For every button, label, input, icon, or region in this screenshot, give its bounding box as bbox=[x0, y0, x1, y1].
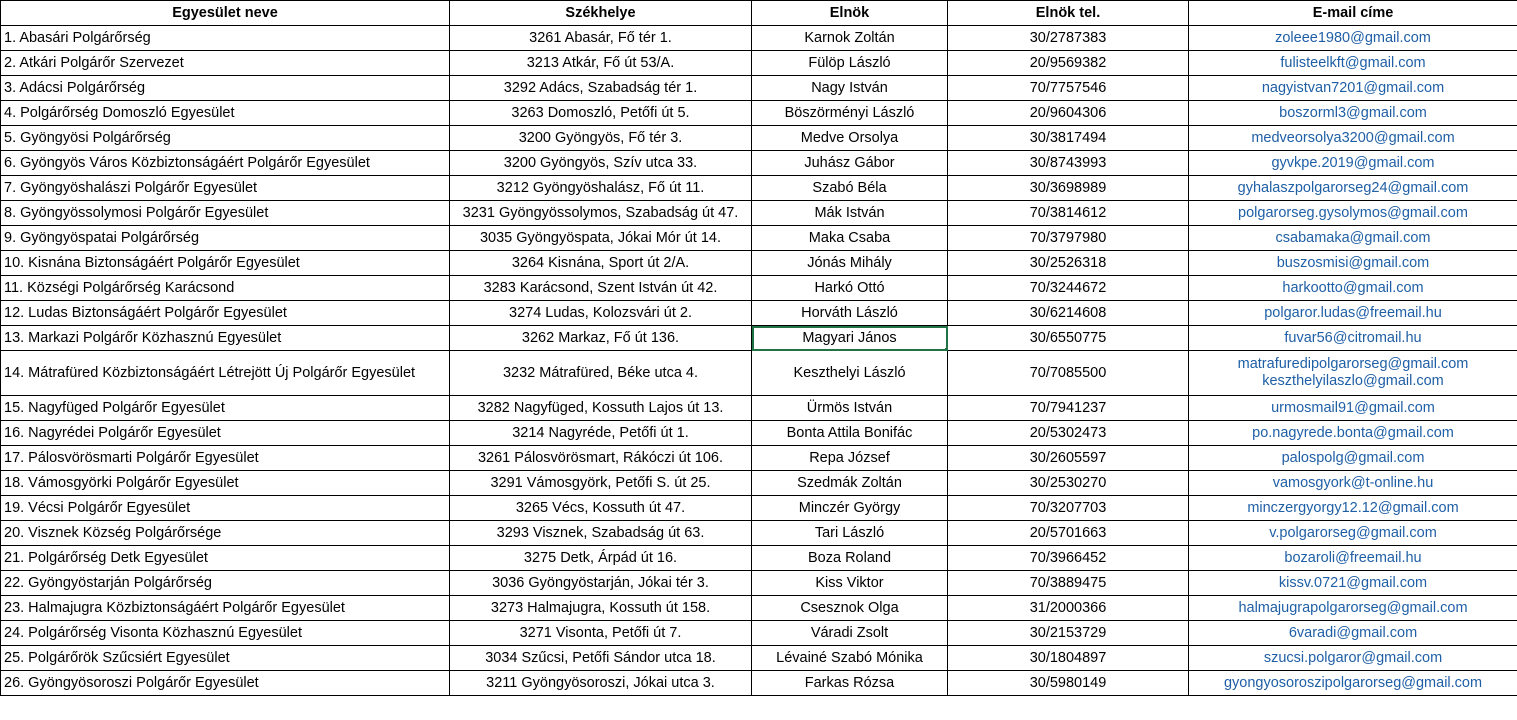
cell-address[interactable]: 3213 Atkár, Fő út 53/A. bbox=[450, 51, 752, 76]
table-row bbox=[1, 26, 1517, 51]
cell-president[interactable]: Tari László bbox=[752, 521, 948, 546]
table-row bbox=[1, 596, 1517, 621]
cell-address[interactable]: 3263 Domoszló, Petőfi út 5. bbox=[450, 101, 752, 126]
email-link[interactable]: polgaror.ludas@freemail.hu bbox=[1264, 304, 1442, 321]
header-cell-phone[interactable]: Elnök tel. bbox=[948, 1, 1189, 26]
cell-phone[interactable]: 31/2000366 bbox=[948, 596, 1189, 621]
header-cell-name[interactable]: Egyesület neve bbox=[1, 1, 450, 26]
cell-phone[interactable]: 30/2787383 bbox=[948, 26, 1189, 51]
cell-president[interactable]: Mák István bbox=[752, 201, 948, 226]
cell-email[interactable] bbox=[1189, 26, 1517, 51]
email-link[interactable]: minczergyorgy12.12@gmail.com bbox=[1247, 499, 1459, 516]
cell-president[interactable]: Ürmös István bbox=[752, 396, 948, 421]
email-link[interactable]: kissv.0721@gmail.com bbox=[1278, 574, 1428, 591]
cell-phone[interactable]: 70/7941237 bbox=[948, 396, 1189, 421]
cell-email[interactable] bbox=[1189, 201, 1517, 226]
email-link[interactable]: fuvar56@citromail.hu bbox=[1284, 329, 1422, 346]
email-link[interactable]: v.polgarorseg@gmail.com bbox=[1269, 524, 1437, 541]
cell-phone[interactable]: 30/3817494 bbox=[948, 126, 1189, 151]
email-link[interactable]: vamosgyork@t-online.hu bbox=[1272, 474, 1434, 491]
cell-email[interactable] bbox=[1189, 251, 1517, 276]
cell-president[interactable]: Böszörményi László bbox=[752, 101, 948, 126]
table-row bbox=[1, 76, 1517, 101]
cell-email[interactable] bbox=[1189, 176, 1517, 201]
email-link[interactable]: szucsi.polgaror@gmail.com bbox=[1263, 649, 1443, 666]
email-link[interactable]: polgarorseg.gysolymos@gmail.com bbox=[1238, 204, 1468, 221]
email-link[interactable]: bozaroli@freemail.hu bbox=[1284, 549, 1422, 566]
cell-address[interactable]: 3232 Mátrafüred, Béke utca 4. bbox=[450, 351, 752, 396]
email-link[interactable]: buszosmisi@gmail.com bbox=[1276, 254, 1430, 271]
table-row bbox=[1, 251, 1517, 276]
cell-president[interactable]: Szedmák Zoltán bbox=[752, 471, 948, 496]
cell-president[interactable]: Lévainé Szabó Mónika bbox=[752, 646, 948, 671]
cell-association-name[interactable]: 23. Halmajugra Közbiztonságáért Polgárőr Egyesület bbox=[1, 596, 450, 621]
cell-phone[interactable]: 20/9569382 bbox=[948, 51, 1189, 76]
cell-phone[interactable]: 70/3797980 bbox=[948, 226, 1189, 251]
cell-president[interactable]: Magyari János bbox=[752, 326, 948, 351]
cell-association-name[interactable]: 24. Polgárőrség Visonta Közhasznú Egyesület bbox=[1, 621, 450, 646]
header-cell-president[interactable]: Elnök bbox=[752, 1, 948, 26]
cell-association-name[interactable]: 8. Gyöngyössolymosi Polgárőr Egyesület bbox=[1, 201, 450, 226]
cell-association-name[interactable]: 26. Gyöngyösoroszi Polgárőr Egyesület bbox=[1, 671, 450, 696]
cell-email[interactable] bbox=[1189, 101, 1517, 126]
cell-president[interactable]: Maka Csaba bbox=[752, 226, 948, 251]
cell-email[interactable] bbox=[1189, 571, 1517, 596]
cell-association-name[interactable]: 17. Pálosvörösmarti Polgárőr Egyesület bbox=[1, 446, 450, 471]
cell-email[interactable] bbox=[1189, 671, 1517, 696]
cell-phone[interactable]: 30/2605597 bbox=[948, 446, 1189, 471]
cell-association-name[interactable]: 21. Polgárőrség Detk Egyesület bbox=[1, 546, 450, 571]
cell-association-name[interactable]: 25. Polgárőrök Szűcsiért Egyesület bbox=[1, 646, 450, 671]
table-row bbox=[1, 126, 1517, 151]
cell-president[interactable]: Horváth László bbox=[752, 301, 948, 326]
cell-email[interactable] bbox=[1189, 546, 1517, 571]
email-link[interactable]: medveorsolya3200@gmail.com bbox=[1251, 129, 1455, 146]
cell-address[interactable]: 3264 Kisnána, Sport út 2/A. bbox=[450, 251, 752, 276]
cell-phone[interactable]: 70/7085500 bbox=[948, 351, 1189, 396]
cell-email[interactable] bbox=[1189, 471, 1517, 496]
cell-email[interactable] bbox=[1189, 126, 1517, 151]
table-row bbox=[1, 51, 1517, 76]
cell-email[interactable] bbox=[1189, 646, 1517, 671]
cell-address[interactable]: 3214 Nagyréde, Petőfi út 1. bbox=[450, 421, 752, 446]
cell-phone[interactable]: 30/3698989 bbox=[948, 176, 1189, 201]
cell-phone[interactable]: 20/5701663 bbox=[948, 521, 1189, 546]
cell-president[interactable]: Jónás Mihály bbox=[752, 251, 948, 276]
email-link[interactable]: fulisteelkft@gmail.com bbox=[1280, 54, 1426, 71]
cell-address[interactable]: 3275 Detk, Árpád út 16. bbox=[450, 546, 752, 571]
cell-email[interactable] bbox=[1189, 621, 1517, 646]
cell-email[interactable] bbox=[1189, 446, 1517, 471]
table-row bbox=[1, 351, 1517, 396]
cell-association-name[interactable]: 9. Gyöngyöspatai Polgárőrség bbox=[1, 226, 450, 251]
table-row bbox=[1, 446, 1517, 471]
table-row bbox=[1, 496, 1517, 521]
cell-email[interactable] bbox=[1189, 351, 1517, 396]
cell-address[interactable]: 3282 Nagyfüged, Kossuth Lajos út 13. bbox=[450, 396, 752, 421]
cell-association-name[interactable]: 1. Abasári Polgárőrség bbox=[1, 26, 450, 51]
table-row bbox=[1, 396, 1517, 421]
cell-address[interactable]: 3035 Gyöngyöspata, Jókai Mór út 14. bbox=[450, 226, 752, 251]
cell-address[interactable]: 3261 Abasár, Fő tér 1. bbox=[450, 26, 752, 51]
cell-association-name[interactable]: 18. Vámosgyörki Polgárőr Egyesület bbox=[1, 471, 450, 496]
cell-email[interactable] bbox=[1189, 396, 1517, 421]
email-link[interactable]: zoleee1980@gmail.com bbox=[1275, 29, 1431, 46]
cell-phone[interactable]: 30/6550775 bbox=[948, 326, 1189, 351]
cell-association-name[interactable]: 4. Polgárőrség Domoszló Egyesület bbox=[1, 101, 450, 126]
header-row bbox=[1, 1, 1517, 26]
cell-phone[interactable]: 30/5980149 bbox=[948, 671, 1189, 696]
email-link[interactable]: matrafuredipolgarorseg@gmail.com bbox=[1237, 356, 1469, 372]
table-row bbox=[1, 201, 1517, 226]
email-link[interactable]: keszthelyilaszlo@gmail.com bbox=[1262, 373, 1444, 389]
cell-phone[interactable]: 70/3966452 bbox=[948, 546, 1189, 571]
cell-association-name[interactable]: 2. Atkári Polgárőr Szervezet bbox=[1, 51, 450, 76]
cell-email[interactable] bbox=[1189, 76, 1517, 101]
cell-address[interactable]: 3200 Gyöngyös, Fő tér 3. bbox=[450, 126, 752, 151]
cell-phone[interactable]: 70/3889475 bbox=[948, 571, 1189, 596]
cell-phone[interactable]: 20/9604306 bbox=[948, 101, 1189, 126]
table-row bbox=[1, 276, 1517, 301]
cell-phone[interactable]: 30/1804897 bbox=[948, 646, 1189, 671]
cell-president[interactable]: Váradi Zsolt bbox=[752, 621, 948, 646]
cell-address[interactable]: 3291 Vámosgyörk, Petőfi S. út 25. bbox=[450, 471, 752, 496]
email-link[interactable]: gyongyosoroszipolgarorseg@gmail.com bbox=[1223, 674, 1483, 691]
email-link[interactable]: boszorml3@gmail.com bbox=[1279, 104, 1427, 121]
cell-association-name[interactable]: 14. Mátrafüred Közbiztonságáért Létrejött Új Polgárőr Egyesület bbox=[1, 351, 450, 396]
header-cell-address[interactable]: Székhelye bbox=[450, 1, 752, 26]
cell-association-name[interactable]: 16. Nagyrédei Polgárőr Egyesület bbox=[1, 421, 450, 446]
table-row bbox=[1, 226, 1517, 251]
cell-president[interactable]: Bonta Attila Bonifác bbox=[752, 421, 948, 446]
cell-association-name[interactable]: 22. Gyöngyöstarján Polgárőrség bbox=[1, 571, 450, 596]
cell-phone[interactable]: 70/3814612 bbox=[948, 201, 1189, 226]
cell-address[interactable]: 3293 Visznek, Szabadság út 63. bbox=[450, 521, 752, 546]
cell-phone[interactable]: 30/2526318 bbox=[948, 251, 1189, 276]
cell-president[interactable]: Juhász Gábor bbox=[752, 151, 948, 176]
cell-association-name[interactable]: 12. Ludas Biztonságáért Polgárőr Egyesület bbox=[1, 301, 450, 326]
cell-phone[interactable]: 70/3244672 bbox=[948, 276, 1189, 301]
cell-email[interactable] bbox=[1189, 496, 1517, 521]
cell-president[interactable]: Kiss Viktor bbox=[752, 571, 948, 596]
table-row bbox=[1, 421, 1517, 446]
cell-email[interactable] bbox=[1189, 151, 1517, 176]
cell-president[interactable]: Karnok Zoltán bbox=[752, 26, 948, 51]
cell-email[interactable] bbox=[1189, 596, 1517, 621]
cell-president[interactable]: Minczér György bbox=[752, 496, 948, 521]
table-row bbox=[1, 326, 1517, 351]
cell-address[interactable]: 3036 Gyöngyöstarján, Jókai tér 3. bbox=[450, 571, 752, 596]
cell-association-name[interactable]: 3. Adácsi Polgárőrség bbox=[1, 76, 450, 101]
cell-association-name[interactable]: 15. Nagyfüged Polgárőr Egyesület bbox=[1, 396, 450, 421]
cell-address[interactable]: 3212 Gyöngyöshalász, Fő út 11. bbox=[450, 176, 752, 201]
email-link[interactable]: 6varadi@gmail.com bbox=[1288, 624, 1418, 641]
cell-address[interactable]: 3292 Adács, Szabadság tér 1. bbox=[450, 76, 752, 101]
email-link[interactable]: halmajugrapolgarorseg@gmail.com bbox=[1238, 599, 1468, 616]
cell-address[interactable]: 3274 Ludas, Kolozsvári út 2. bbox=[450, 301, 752, 326]
table-row bbox=[1, 621, 1517, 646]
cell-address[interactable]: 3261 Pálosvörösmart, Rákóczi út 106. bbox=[450, 446, 752, 471]
cell-association-name[interactable]: 10. Kisnána Biztonságáért Polgárőr Egyesület bbox=[1, 251, 450, 276]
cell-phone[interactable]: 70/3207703 bbox=[948, 496, 1189, 521]
cell-president[interactable]: Boza Roland bbox=[752, 546, 948, 571]
cell-president[interactable]: Medve Orsolya bbox=[752, 126, 948, 151]
cell-phone[interactable]: 30/2530270 bbox=[948, 471, 1189, 496]
cell-president[interactable]: Fülöp László bbox=[752, 51, 948, 76]
cell-president[interactable]: Csesznok Olga bbox=[752, 596, 948, 621]
email-link[interactable]: palospolg@gmail.com bbox=[1281, 449, 1425, 466]
cell-phone[interactable]: 30/6214608 bbox=[948, 301, 1189, 326]
table-row bbox=[1, 176, 1517, 201]
cell-association-name[interactable]: 7. Gyöngyöshalászi Polgárőr Egyesület bbox=[1, 176, 450, 201]
email-link[interactable]: gyvkpe.2019@gmail.com bbox=[1271, 154, 1435, 171]
cell-address[interactable]: 3283 Karácsond, Szent István út 42. bbox=[450, 276, 752, 301]
cell-address[interactable]: 3273 Halmajugra, Kossuth út 158. bbox=[450, 596, 752, 621]
email-link[interactable]: nagyistvan7201@gmail.com bbox=[1261, 79, 1445, 96]
table-row bbox=[1, 521, 1517, 546]
cell-email[interactable] bbox=[1189, 226, 1517, 251]
email-link[interactable]: urmosmail91@gmail.com bbox=[1271, 399, 1435, 416]
email-link[interactable]: harkootto@gmail.com bbox=[1282, 279, 1424, 296]
cell-phone[interactable]: 30/8743993 bbox=[948, 151, 1189, 176]
cell-address[interactable]: 3265 Vécs, Kossuth út 47. bbox=[450, 496, 752, 521]
cell-phone[interactable]: 30/2153729 bbox=[948, 621, 1189, 646]
cell-president[interactable]: Szabó Béla bbox=[752, 176, 948, 201]
cell-address[interactable]: 3231 Gyöngyössolymos, Szabadság út 47. bbox=[450, 201, 752, 226]
cell-association-name[interactable]: 11. Községi Polgárőrség Karácsond bbox=[1, 276, 450, 301]
cell-president[interactable]: Nagy István bbox=[752, 76, 948, 101]
cell-phone[interactable]: 70/7757546 bbox=[948, 76, 1189, 101]
table-row bbox=[1, 151, 1517, 176]
table-row bbox=[1, 671, 1517, 696]
cell-email[interactable] bbox=[1189, 326, 1517, 351]
table-row bbox=[1, 301, 1517, 326]
cell-president[interactable]: Repa József bbox=[752, 446, 948, 471]
cell-association-name[interactable]: 20. Visznek Község Polgárőrsége bbox=[1, 521, 450, 546]
cell-president[interactable]: Keszthelyi László bbox=[752, 351, 948, 396]
email-link[interactable]: po.nagyrede.bonta@gmail.com bbox=[1252, 424, 1454, 441]
cell-address[interactable]: 3262 Markaz, Fő út 136. bbox=[450, 326, 752, 351]
cell-address[interactable]: 3271 Visonta, Petőfi út 7. bbox=[450, 621, 752, 646]
header-cell-email[interactable]: E-mail címe bbox=[1189, 1, 1517, 26]
cell-email[interactable] bbox=[1189, 521, 1517, 546]
table-row bbox=[1, 101, 1517, 126]
cell-association-name[interactable]: 13. Markazi Polgárőr Közhasznú Egyesület bbox=[1, 326, 450, 351]
cell-association-name[interactable]: 6. Gyöngyös Város Közbiztonságáért Polgárőr Egyesület bbox=[1, 151, 450, 176]
email-link[interactable]: csabamaka@gmail.com bbox=[1275, 229, 1431, 246]
cell-address[interactable]: 3211 Gyöngyösoroszi, Jókai utca 3. bbox=[450, 671, 752, 696]
cell-address[interactable]: 3034 Szűcsi, Petőfi Sándor utca 18. bbox=[450, 646, 752, 671]
cell-association-name[interactable]: 19. Vécsi Polgárőr Egyesület bbox=[1, 496, 450, 521]
table-row bbox=[1, 571, 1517, 596]
cell-president[interactable]: Harkó Ottó bbox=[752, 276, 948, 301]
cell-email[interactable] bbox=[1189, 421, 1517, 446]
cell-president[interactable]: Farkas Rózsa bbox=[752, 671, 948, 696]
cell-email[interactable] bbox=[1189, 276, 1517, 301]
table-row bbox=[1, 471, 1517, 496]
table-row bbox=[1, 546, 1517, 571]
cell-email[interactable] bbox=[1189, 51, 1517, 76]
table-row bbox=[1, 646, 1517, 671]
cell-address[interactable]: 3200 Gyöngyös, Szív utca 33. bbox=[450, 151, 752, 176]
cell-association-name[interactable]: 5. Gyöngyösi Polgárőrség bbox=[1, 126, 450, 151]
email-link[interactable]: gyhalaszpolgarorseg24@gmail.com bbox=[1237, 179, 1469, 196]
cell-email[interactable] bbox=[1189, 301, 1517, 326]
cell-phone[interactable]: 20/5302473 bbox=[948, 421, 1189, 446]
